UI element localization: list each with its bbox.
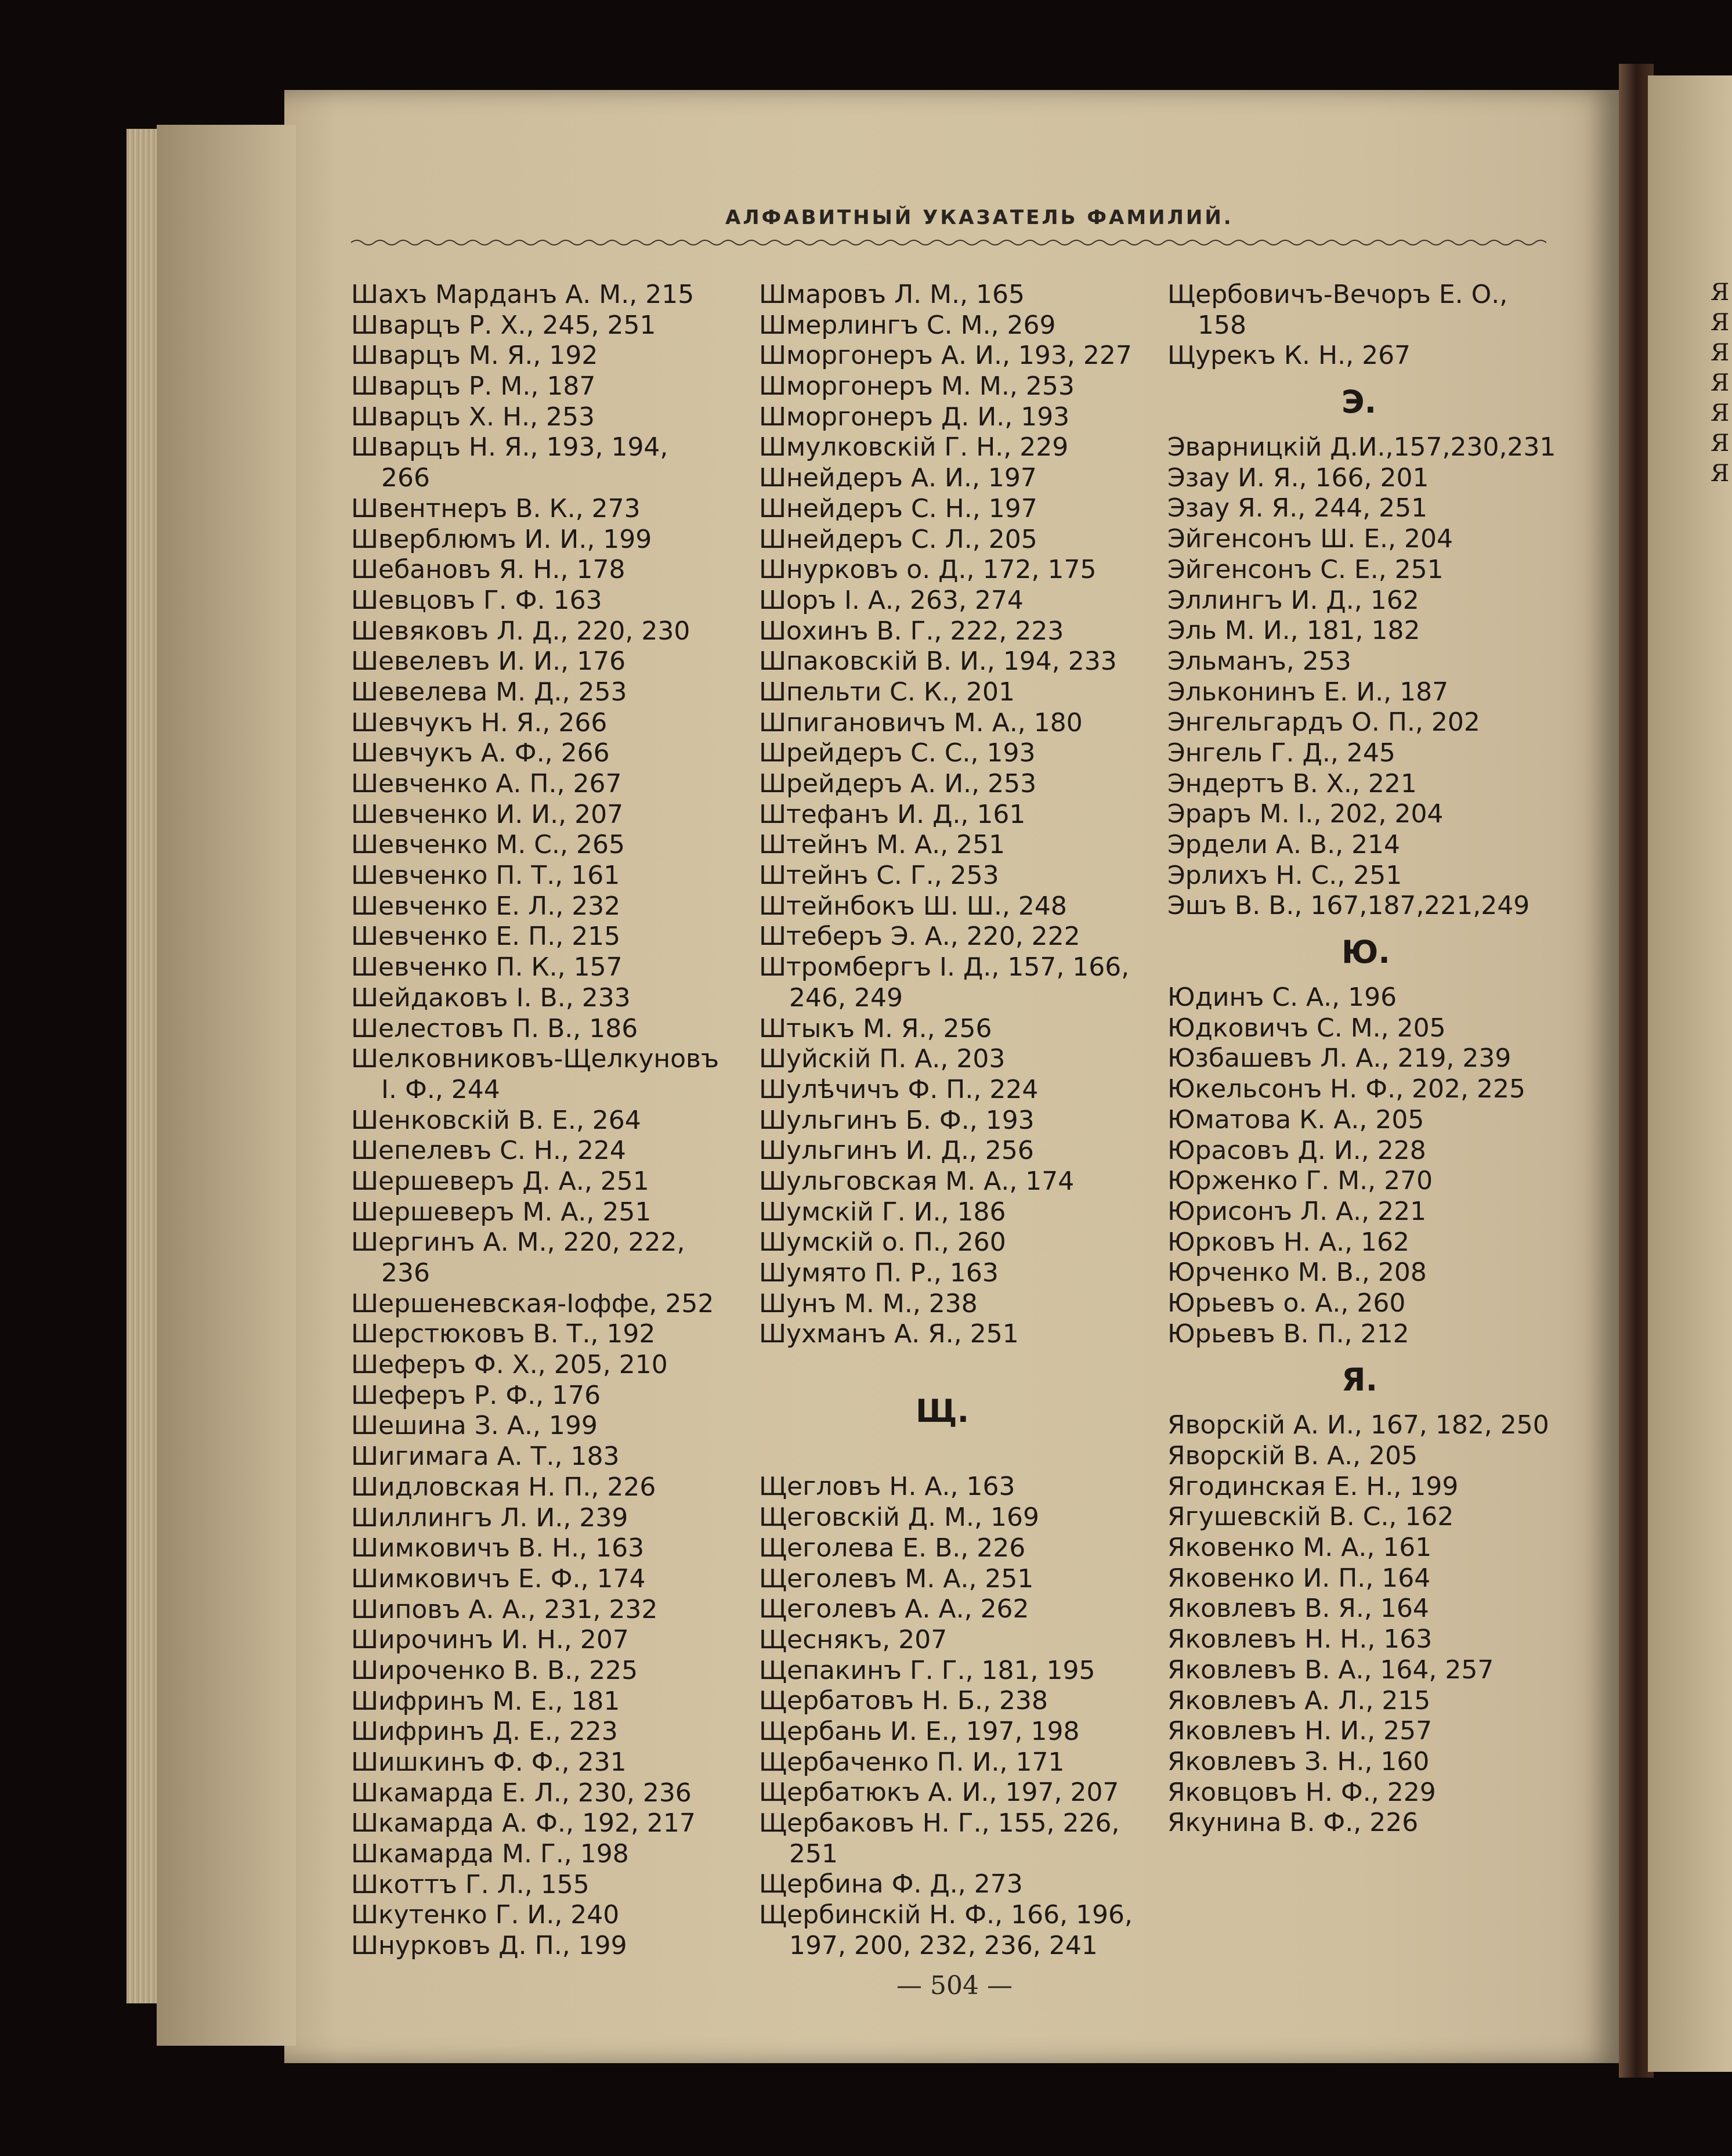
index-entry: Эварницкій Д.И.,157,230,231 bbox=[1167, 432, 1556, 463]
index-entry: Шеферъ Ф. Х., 205, 210 bbox=[351, 1350, 668, 1380]
index-entry: Щербатовъ Н. Б., 238 bbox=[759, 1686, 1048, 1716]
index-entry-continuation: 158 bbox=[1198, 310, 1246, 340]
index-entry: Шевцовъ Г. Ф. 163 bbox=[351, 585, 602, 615]
index-entry: Шухманъ А. Я., 251 bbox=[759, 1319, 1019, 1349]
index-entry: Яковенко И. П., 164 bbox=[1167, 1563, 1431, 1593]
next-page-letter: Я bbox=[1711, 400, 1730, 427]
index-entry: Шрейдеръ С. С., 193 bbox=[759, 738, 1036, 768]
index-entry: Шешина З. А., 199 bbox=[351, 1411, 598, 1441]
index-entry: Щеголевъ М. А., 251 bbox=[759, 1563, 1034, 1594]
index-entry: Шахъ Марданъ А. М., 215 bbox=[351, 280, 695, 309]
index-entry: Яковлевъ А. Л., 215 bbox=[1167, 1685, 1431, 1716]
index-entry: Ягодинская Е. Н., 199 bbox=[1167, 1471, 1459, 1501]
index-entry-continuation: І. Ф., 244 bbox=[381, 1074, 500, 1104]
next-page-letter: Я bbox=[1711, 309, 1730, 336]
index-entry: Юматова К. А., 205 bbox=[1167, 1104, 1424, 1135]
index-entry: Шершеверъ Д. А., 251 bbox=[351, 1166, 649, 1196]
index-entry: Шерстюковъ В. Т., 192 bbox=[351, 1319, 656, 1349]
index-entry: Шунъ М. М., 238 bbox=[759, 1288, 978, 1319]
index-entry: Юкельсонъ Н. Ф., 202, 225 bbox=[1167, 1074, 1525, 1104]
index-column-1 bbox=[351, 280, 719, 1962]
index-entry: Шнейдеръ С. Н., 197 bbox=[759, 493, 1037, 523]
index-entry: Шпигановичъ М. А., 180 bbox=[759, 707, 1083, 738]
next-page-letter: Я bbox=[1711, 279, 1730, 306]
index-entry: Швентнеръ В. К., 273 bbox=[351, 493, 641, 523]
index-entry: Щеговскій Д. М., 169 bbox=[759, 1503, 1039, 1533]
index-entry: Шнейдеръ А. И., 197 bbox=[759, 463, 1037, 493]
index-entry: Шевченко П. К., 157 bbox=[351, 952, 623, 983]
next-page-letter: Я bbox=[1711, 430, 1730, 457]
index-entry: Шпельти С. К., 201 bbox=[759, 677, 1015, 707]
index-entry: Шварцъ Х. Н., 253 bbox=[351, 402, 595, 432]
index-entry: Эраръ М. І., 202, 204 bbox=[1167, 799, 1444, 829]
index-entry: Яковлевъ З. Н., 160 bbox=[1167, 1746, 1430, 1776]
index-entry: Щербаченко П. И., 171 bbox=[759, 1747, 1065, 1777]
index-entry: Щербатюкъ А. И., 197, 207 bbox=[759, 1778, 1119, 1808]
index-entry-continuation: 266 bbox=[381, 463, 430, 493]
index-entry: Юрьевъ В. П., 212 bbox=[1167, 1319, 1409, 1349]
index-entry: Шумскій о. П., 260 bbox=[759, 1227, 1006, 1258]
index-entry: Эйгенсонъ С. Е., 251 bbox=[1167, 554, 1444, 584]
index-entry: Эрлихъ Н. С., 251 bbox=[1167, 860, 1402, 890]
index-entry: Шевченко Е. Л., 232 bbox=[351, 891, 621, 921]
index-entry: Юрасовъ Д. И., 228 bbox=[1167, 1135, 1426, 1165]
index-entry: Шелестовъ П. В., 186 bbox=[351, 1013, 638, 1043]
index-entry: Штейнъ С. Г., 253 bbox=[759, 861, 999, 891]
index-entry: Шиллингъ Л. И., 239 bbox=[351, 1503, 628, 1533]
index-entry: Штейнъ М. А., 251 bbox=[759, 830, 1006, 860]
index-entry: Шоръ І. А., 263, 274 bbox=[759, 585, 1024, 615]
index-entry: Шигимага А. Т., 183 bbox=[351, 1442, 620, 1472]
index-entry: Шершеневская-Іоффе, 252 bbox=[351, 1288, 714, 1319]
index-entry: Шверблюмъ И. И., 199 bbox=[351, 524, 652, 554]
index-entry: Щеголевъ А. А., 262 bbox=[759, 1594, 1029, 1624]
index-entry: Шуйскій П. А., 203 bbox=[759, 1044, 1006, 1074]
index-entry: Яворскій В. А., 205 bbox=[1167, 1441, 1418, 1471]
index-entry: Шпаковскій В. И., 194, 233 bbox=[759, 647, 1117, 677]
index-entry: Шимковичъ Е. Ф., 174 bbox=[351, 1563, 646, 1594]
index-entry: Шевчукъ Н. Я., 266 bbox=[351, 707, 608, 738]
index-entry: Шкутенко Г. И., 240 bbox=[351, 1900, 620, 1930]
index-entry: Энгельгардъ О. П., 202 bbox=[1167, 707, 1480, 738]
index-entry-continuation: 236 bbox=[381, 1258, 430, 1288]
index-entry: Юрьевъ о. А., 260 bbox=[1167, 1288, 1406, 1318]
index-entry: Шульгинъ Б. Ф., 193 bbox=[759, 1105, 1035, 1135]
index-entry: Ягушевскій В. С., 162 bbox=[1167, 1502, 1454, 1532]
index-entry: Шварцъ Н. Я., 193, 194, bbox=[351, 432, 668, 463]
index-entry: Штеберъ Э. А., 220, 222 bbox=[759, 922, 1080, 952]
section-letter-heading: Я. bbox=[1342, 1362, 1378, 1399]
index-entry: Юдинъ С. А., 196 bbox=[1167, 983, 1397, 1013]
index-entry: Шумято П. Р., 163 bbox=[759, 1258, 999, 1288]
index-entry: Эллингъ И. Д., 162 bbox=[1167, 585, 1419, 615]
next-page-letter: Я bbox=[1711, 460, 1730, 487]
index-entry-continuation: 246, 249 bbox=[789, 983, 903, 1013]
index-entry: Шохинъ В. Г., 222, 223 bbox=[759, 616, 1064, 646]
next-page-letter: Я bbox=[1711, 340, 1730, 366]
index-entry: Юрисонъ Л. А., 221 bbox=[1167, 1196, 1427, 1226]
index-entry: Штефанъ И. Д., 161 bbox=[759, 799, 1026, 829]
index-entry: Шмаровъ Л. М., 165 bbox=[759, 280, 1025, 309]
index-entry: Шебановъ Я. Н., 178 bbox=[351, 555, 625, 585]
index-entry: Щеголева Е. В., 226 bbox=[759, 1533, 1026, 1563]
index-entry: Шифринъ Д. Е., 223 bbox=[351, 1717, 618, 1747]
index-entry: Яковлевъ В. А., 164, 257 bbox=[1167, 1655, 1494, 1685]
index-entry: Щегловъ Н. А., 163 bbox=[759, 1472, 1015, 1502]
index-entry: Шепелевъ С. Н., 224 bbox=[351, 1136, 626, 1166]
index-entry: Шкамарда Е. Л., 230, 236 bbox=[351, 1778, 692, 1808]
index-entry: Шульговская М. А., 174 bbox=[759, 1166, 1075, 1196]
index-entry: Яковцовъ Н. Ф., 229 bbox=[1167, 1777, 1436, 1807]
index-entry: Шишкинъ Ф. Ф., 231 bbox=[351, 1747, 627, 1777]
index-entry: Шевелева М. Д., 253 bbox=[351, 677, 627, 707]
index-entry: Щеснякъ, 207 bbox=[759, 1624, 948, 1655]
index-entry: Шумскій Г. И., 186 bbox=[759, 1197, 1006, 1227]
index-entry: Щербинскій Н. Ф., 166, 196, bbox=[759, 1900, 1133, 1930]
index-entry: Юрковъ Н. А., 162 bbox=[1167, 1227, 1410, 1257]
index-entry: Шимковичъ В. Н., 163 bbox=[351, 1533, 645, 1563]
index-entry: Щепакинъ Г. Г., 181, 195 bbox=[759, 1655, 1095, 1685]
index-entry: Шевченко М. С., 265 bbox=[351, 830, 625, 860]
index-entry: Щербань И. Е., 197, 198 bbox=[759, 1716, 1080, 1746]
index-entry: Щурекъ К. Н., 267 bbox=[1167, 341, 1411, 371]
index-entry: Шевчукъ А. Ф., 266 bbox=[351, 738, 610, 768]
section-letter-heading: Э. bbox=[1342, 384, 1377, 421]
index-entry: Шмерлингъ С. М., 269 bbox=[759, 310, 1056, 340]
index-entry: Шевяковъ Л. Д., 220, 230 bbox=[351, 616, 690, 646]
index-entry: Шелковниковъ-Щелкуновъ bbox=[351, 1044, 719, 1074]
index-column-3 bbox=[1167, 280, 1556, 1839]
index-entry: Яковенко М. А., 161 bbox=[1167, 1533, 1432, 1563]
index-entry: Щербовичъ-Вечоръ Е. О., bbox=[1167, 280, 1508, 309]
header-wavy-rule bbox=[351, 238, 1546, 247]
index-entry: Шморгонеръ А. И., 193, 227 bbox=[759, 341, 1132, 371]
index-entry: Яковлевъ Н. И., 257 bbox=[1167, 1716, 1433, 1746]
index-entry: Штромбергъ І. Д., 157, 166, bbox=[759, 952, 1130, 983]
index-entry: Эйгенсонъ Ш. Е., 204 bbox=[1167, 524, 1453, 554]
index-entry: Юзбашевъ Л. А., 219, 239 bbox=[1167, 1043, 1512, 1074]
index-entry: Шнурковъ о. Д., 172, 175 bbox=[759, 555, 1097, 585]
index-entry: Шнейдеръ С. Л., 205 bbox=[759, 524, 1037, 554]
index-entry: Шморгонеръ М. М., 253 bbox=[759, 371, 1075, 402]
index-entry: Шморгонеръ Д. И., 193 bbox=[759, 402, 1070, 432]
index-entry: Эльманъ, 253 bbox=[1167, 646, 1351, 676]
index-entry: Якунина В. Ф., 226 bbox=[1167, 1808, 1419, 1838]
index-entry: Шершеверъ М. А., 251 bbox=[351, 1197, 652, 1227]
index-entry: Яворскій А. И., 167, 182, 250 bbox=[1167, 1410, 1549, 1440]
index-entry: Штыкъ М. Я., 256 bbox=[759, 1013, 992, 1043]
index-entry: Эльконинъ Е. И., 187 bbox=[1167, 677, 1449, 707]
index-entry: Эзау Я. Я., 244, 251 bbox=[1167, 493, 1428, 523]
index-entry: Шевченко И. И., 207 bbox=[351, 799, 624, 829]
index-entry: Юдковичъ С. М., 205 bbox=[1167, 1013, 1446, 1043]
index-entry: Шейдаковъ І. В., 233 bbox=[351, 983, 631, 1013]
index-entry: Шварцъ Р. Х., 245, 251 bbox=[351, 310, 656, 340]
index-entry: Щербаковъ Н. Г., 155, 226, bbox=[759, 1808, 1120, 1838]
index-entry: Эзау И. Я., 166, 201 bbox=[1167, 463, 1429, 493]
index-entry: Эшъ В. В., 167,187,221,249 bbox=[1167, 891, 1530, 921]
index-entry: Шулѣчичъ Ф. П., 224 bbox=[759, 1074, 1039, 1104]
index-entry: Шкамарда А. Ф., 192, 217 bbox=[351, 1808, 696, 1839]
index-entry: Эль М. И., 181, 182 bbox=[1167, 616, 1420, 646]
index-entry: Энгель Г. Д., 245 bbox=[1167, 738, 1395, 768]
section-spacer bbox=[759, 1442, 1133, 1472]
index-entry: Юрченко М. В., 208 bbox=[1167, 1258, 1427, 1288]
index-entry: Широчинъ И. Н., 207 bbox=[351, 1625, 629, 1655]
index-entry: Шиповъ А. А., 231, 232 bbox=[351, 1594, 658, 1624]
section-spacer bbox=[759, 1350, 1133, 1381]
index-entry: Шкамарда М. Г., 198 bbox=[351, 1839, 629, 1869]
index-entry: Шрейдеръ А. И., 253 bbox=[759, 769, 1037, 799]
index-entry: Шульгинъ И. Д., 256 bbox=[759, 1136, 1034, 1166]
index-entry-continuation: 251 bbox=[789, 1839, 838, 1869]
index-entry: Штейнбокъ Ш. Ш., 248 bbox=[759, 891, 1067, 921]
next-page-letter: Я bbox=[1711, 370, 1730, 396]
index-entry: Шварцъ Р. М., 187 bbox=[351, 371, 596, 402]
index-entry: Шварцъ М. Я., 192 bbox=[351, 341, 598, 371]
page-header-title: АЛФАВИТНЫЙ УКАЗАТЕЛЬ ФАМИЛИЙ. bbox=[725, 206, 1234, 229]
index-entry: Шенковскій В. Е., 264 bbox=[351, 1105, 641, 1135]
index-entry: Шифринъ М. Е., 181 bbox=[351, 1686, 620, 1716]
index-entry: Шевелевъ И. И., 176 bbox=[351, 647, 626, 677]
index-entry: Шнурковъ Д. П., 199 bbox=[351, 1931, 627, 1961]
index-entry: Шевченко Е. П., 215 bbox=[351, 922, 621, 952]
index-entry: Эрдели А. В., 214 bbox=[1167, 830, 1401, 859]
page-number: — 504 — bbox=[896, 1971, 1013, 2000]
index-entry: Яковлевъ Н. Н., 163 bbox=[1167, 1624, 1433, 1655]
index-entry: Шидловская Н. П., 226 bbox=[351, 1472, 656, 1502]
index-entry: Шевченко А. П., 267 bbox=[351, 769, 622, 799]
index-entry: Шкоттъ Г. Л., 155 bbox=[351, 1869, 590, 1899]
index-column-2 bbox=[759, 280, 1133, 1961]
index-entry: Шмулковскій Г. Н., 229 bbox=[759, 432, 1069, 463]
index-entry: Яковлевъ В. Я., 164 bbox=[1167, 1594, 1429, 1624]
index-entry-continuation: 197, 200, 232, 236, 241 bbox=[789, 1930, 1098, 1960]
index-entry: Щербина Ф. Д., 273 bbox=[759, 1869, 1023, 1899]
index-entry: Шеферъ Р. Ф., 176 bbox=[351, 1380, 601, 1410]
index-entry: Широченко В. В., 225 bbox=[351, 1655, 638, 1685]
next-page-letters bbox=[1711, 277, 1729, 489]
index-entry: Юрженко Г. М., 270 bbox=[1167, 1166, 1433, 1196]
index-entry: Эндертъ В. Х., 221 bbox=[1167, 768, 1417, 799]
section-letter-heading: Щ. bbox=[916, 1392, 970, 1429]
section-letter-heading: Ю. bbox=[1342, 934, 1390, 971]
index-entry: Шевченко П. Т., 161 bbox=[351, 861, 620, 891]
index-entry: Шергинъ А. М., 220, 222, bbox=[351, 1227, 685, 1258]
